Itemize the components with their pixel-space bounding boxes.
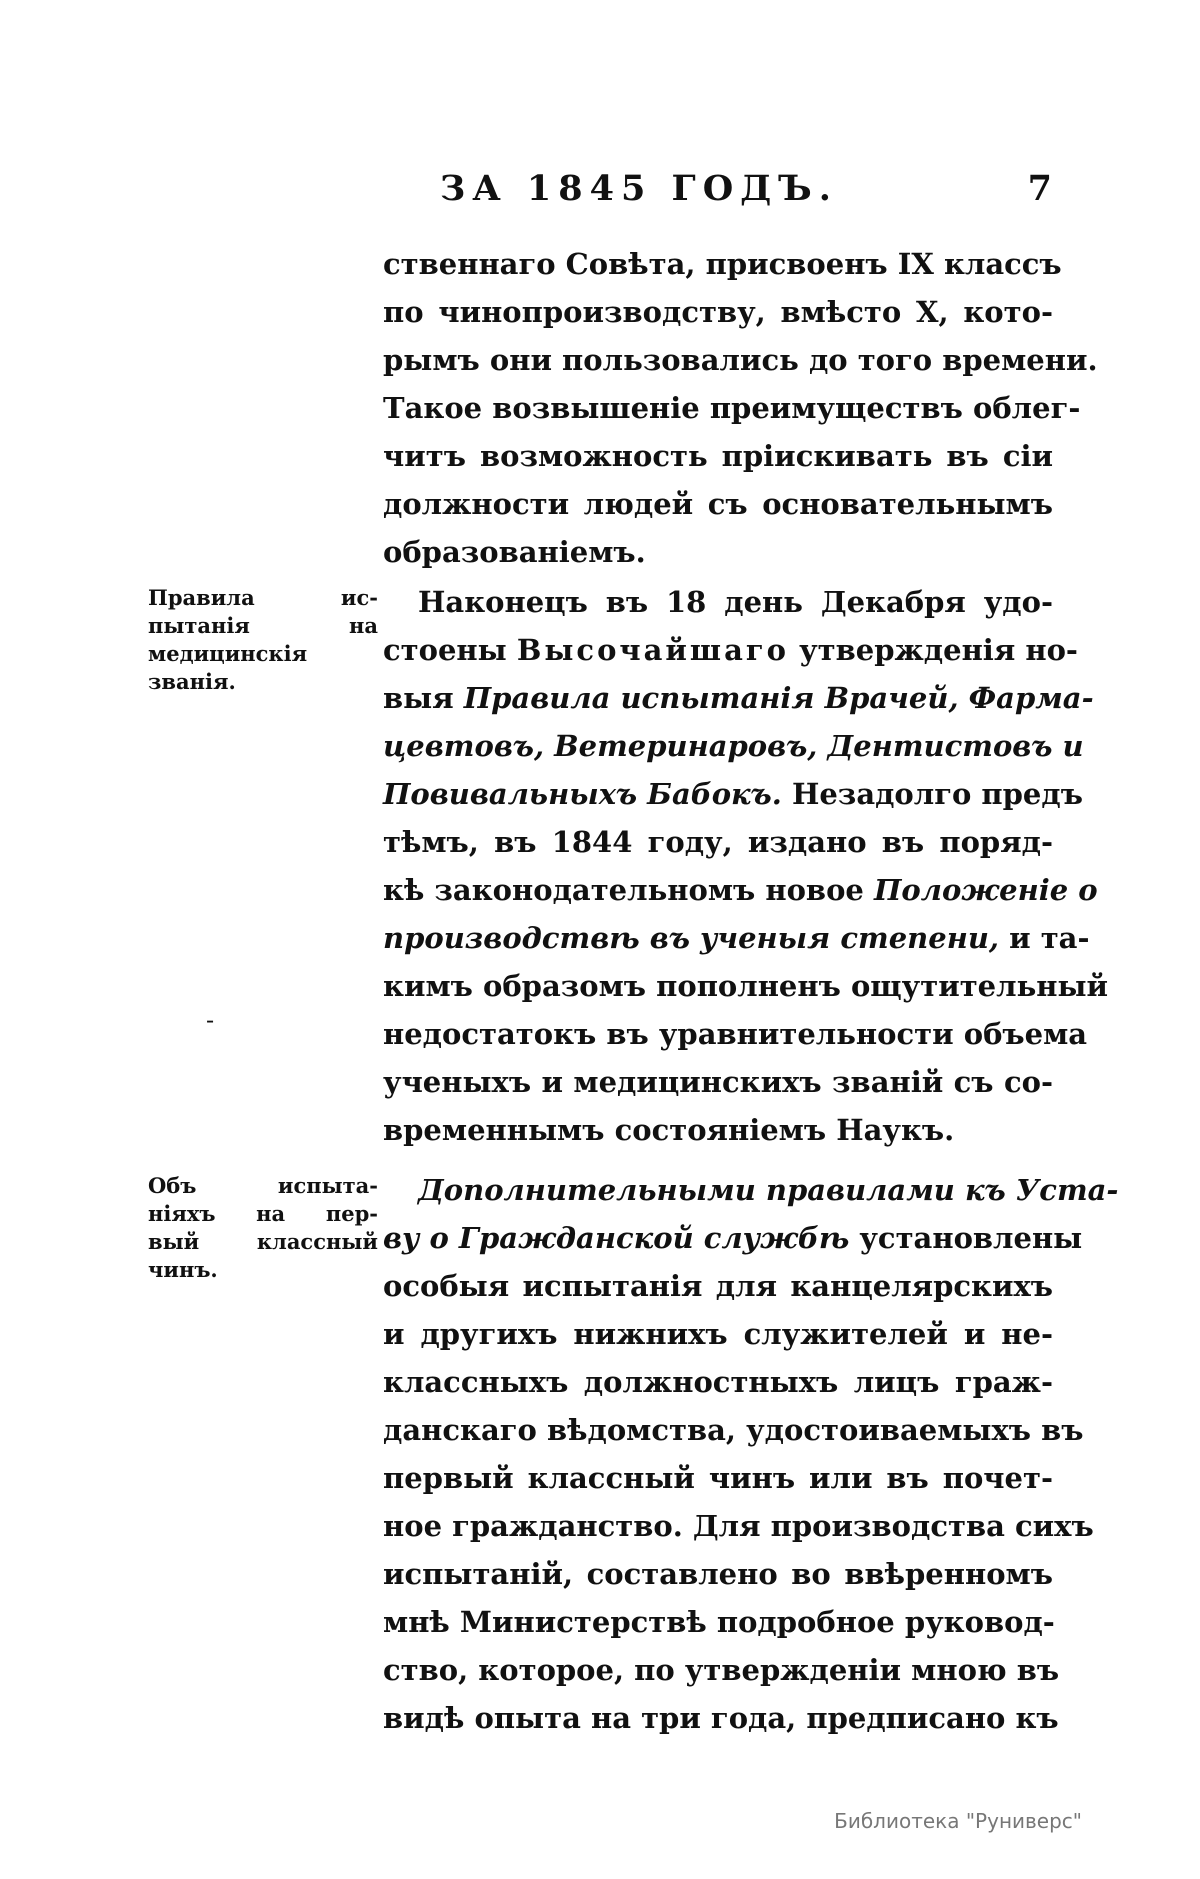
text-line: тѣмъ, въ 1844 году, издано въ поряд- (383, 825, 1053, 859)
margin-line: вый классный (148, 1229, 378, 1254)
emphasis-spaced: Высочайшаго (516, 633, 790, 667)
italic-title: Положеніе о (873, 873, 1098, 907)
text-line: временнымъ состояніемъ Наукъ. (383, 1113, 955, 1147)
text-line: испытаній, составлено во ввѣренномъ (383, 1557, 1053, 1591)
running-title: ЗА 1845 ГОДЪ. (440, 168, 838, 209)
italic-title: ву о Гражданской службѣ (383, 1221, 850, 1255)
text-line: производствѣ въ ученыя степени, и та- (383, 921, 1090, 955)
text-line: кѣ законодательномъ новое Положеніе о (383, 873, 1098, 907)
margin-line: чинъ. (148, 1257, 218, 1282)
text-line: и другихъ нижнихъ служителей и не- (383, 1317, 1053, 1351)
running-header (440, 168, 1052, 218)
text-line: особыя испытанія для канцелярскихъ (383, 1269, 1053, 1303)
text-line: Наконецъ въ 18 день Декабря удо- (418, 585, 1053, 619)
italic-title: Повивальныхъ Бабокъ. (383, 777, 782, 811)
text-line: цевтовъ, Ветеринаровъ, Дентистовъ и (383, 729, 1084, 763)
text-line: видѣ опыта на три года, предписано къ (383, 1701, 1059, 1735)
text-line: данскаго вѣдомства, удостоиваемыхъ въ (383, 1413, 1084, 1447)
text-line: недостатокъ въ уравнительности объема (383, 1017, 1088, 1051)
text-line: ственнаго Совѣта, присвоенъ IX классъ (383, 247, 1062, 281)
text-line: читъ возможность пріискивать въ сіи (383, 439, 1053, 473)
margin-note-first-class-rank (148, 1172, 378, 1284)
italic-title: производствѣ въ ученыя степени, (383, 921, 1000, 955)
text-line: кимъ образомъ пополненъ ощутительный (383, 969, 1109, 1003)
text-line: ученыхъ и медицинскихъ званій съ со- (383, 1065, 1053, 1099)
text-line: рымъ они пользовались до того времени. (383, 343, 1098, 377)
text-line: ву о Гражданской службѣ установлены (383, 1221, 1083, 1255)
margin-line: Объ испыта- (148, 1173, 378, 1198)
text-line: выя Правила испытанія Врачей, Фарма- (383, 681, 1094, 715)
margin-line: ніяхъ на пер- (148, 1201, 378, 1226)
text-line: стоены Высочайшаго утвержденія но- (383, 633, 1078, 667)
paragraph-2 (383, 578, 1109, 1154)
text-line: ство, которое, по утвержденіи мною въ (383, 1653, 1060, 1687)
text-line: Дополнительными правилами къ Уста- (418, 1173, 1119, 1207)
text-line: первый классный чинъ или въ почет- (383, 1461, 1053, 1495)
text-line: образованіемъ. (383, 535, 646, 569)
margin-note-medical-exams (148, 584, 378, 696)
text-line: Такое возвышеніе преимуществъ облег- (383, 391, 1081, 425)
text-line: ное гражданство. Для производства сихъ (383, 1509, 1094, 1543)
text-line: мнѣ Министерствѣ подробное руковод- (383, 1605, 1055, 1639)
paragraph-3 (383, 1166, 1119, 1742)
margin-line: пытанія на (148, 613, 378, 638)
margin-line: Правила ис- (148, 585, 378, 610)
paragraph-1 (383, 240, 1098, 576)
library-watermark: Библиотека "Руниверс" (834, 1809, 1082, 1833)
text-line: должности людей съ основательнымъ (383, 487, 1053, 521)
text-line: Повивальныхъ Бабокъ. Незадолго предъ (383, 777, 1083, 811)
margin-line: медицинскія (148, 641, 308, 666)
margin-dash: - (206, 1006, 215, 1034)
italic-title: Правила испытанія Врачей, Фарма- (463, 681, 1094, 715)
text-line: классныхъ должностныхъ лицъ граж- (383, 1365, 1053, 1399)
text-line: по чинопроизводству, вмѣсто X, кото- (383, 295, 1053, 329)
page-number: 7 (1027, 168, 1052, 209)
margin-line: званія. (148, 669, 236, 694)
